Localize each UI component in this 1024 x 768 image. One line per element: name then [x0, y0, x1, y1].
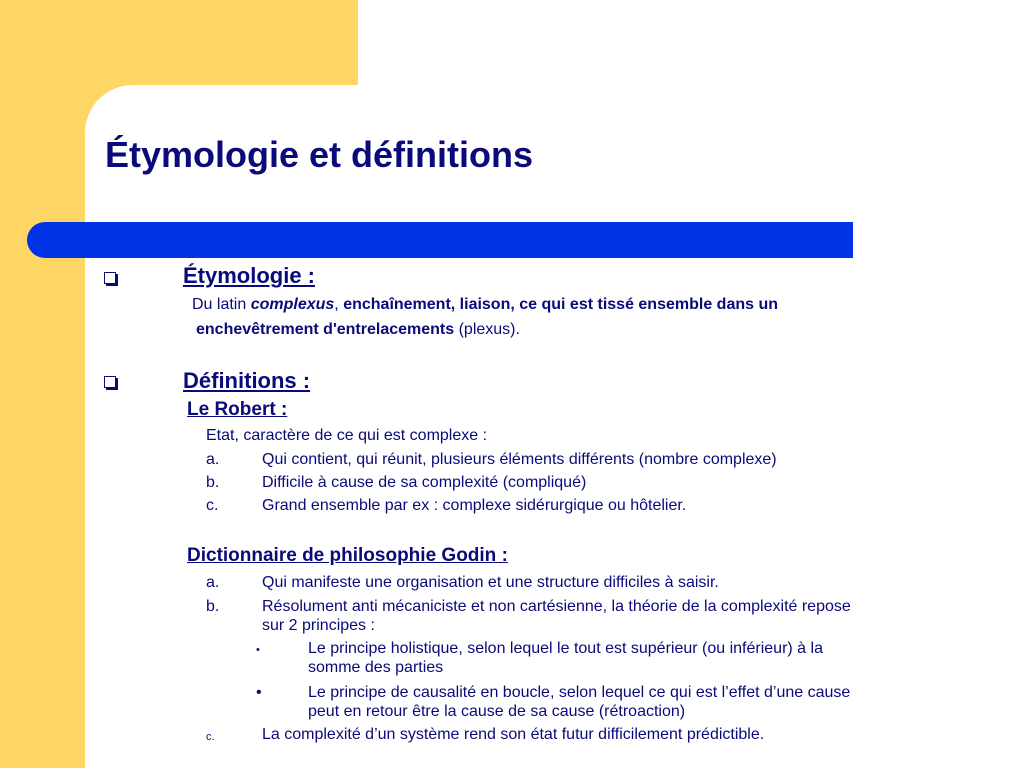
bullet-dot-icon: •	[256, 684, 262, 701]
robert-heading: Le Robert :	[187, 399, 288, 420]
principle-text-continued: peut en retour être la cause de sa cause (rétroaction)	[308, 703, 686, 720]
bullet-dot-icon: •	[256, 644, 260, 656]
etymology-tail: (plexus).	[454, 321, 520, 338]
robert-item-marker: c.	[206, 497, 219, 514]
blue-divider-bar	[27, 222, 853, 258]
godin-item-text: La complexité d’un système rend son état futur difficilement prédictible.	[262, 726, 765, 743]
etymology-latin-word: complexus	[250, 296, 335, 313]
slide-title: Étymologie et définitions	[105, 134, 534, 175]
definitions-heading: Définitions :	[183, 368, 311, 393]
etymology-line-1	[192, 296, 778, 314]
etymology-comma: ,	[334, 296, 339, 313]
etymology-prefix: Du latin	[192, 296, 251, 313]
etymology-bold-line-1: enchaînement, liaison, ce qui est tissé ensemble dans un	[338, 296, 778, 313]
robert-item-marker: b.	[206, 474, 220, 491]
godin-item-text: Qui manifeste une organisation et une structure difficiles à saisir.	[262, 574, 719, 591]
checkbox-bullet-icon	[104, 272, 116, 284]
robert-intro: Etat, caractère de ce qui est complexe :	[206, 427, 488, 444]
godin-item-text: Résolument anti mécaniciste et non cartésienne, la théorie de la complexité repose	[262, 598, 851, 615]
etymology-heading: Étymologie :	[183, 263, 316, 288]
godin-heading: Dictionnaire de philosophie Godin :	[187, 545, 508, 566]
principle-text-continued: somme des parties	[308, 659, 444, 676]
etymology-line-2	[196, 321, 520, 339]
robert-item-text: Grand ensemble par ex : complexe sidérurgique ou hôtelier.	[262, 497, 687, 514]
principle-text: Le principe de causalité en boucle, selon lequel ce qui est l’effet d’une cause	[308, 684, 851, 701]
principle-text: Le principe holistique, selon lequel le tout est supérieur (ou inférieur) à la	[308, 640, 823, 657]
checkbox-bullet-icon	[104, 376, 116, 388]
godin-item-text-continued: sur 2 principes :	[262, 617, 375, 634]
godin-item-marker: a.	[206, 574, 220, 591]
godin-item-marker: b.	[206, 598, 220, 615]
robert-item-marker: a.	[206, 451, 220, 468]
etymology-bold-line-2: enchevêtrement d'entrelacements	[196, 321, 455, 338]
robert-item-text: Qui contient, qui réunit, plusieurs éléments différents (nombre complexe)	[262, 451, 777, 468]
robert-item-text: Difficile à cause de sa complexité (compliqué)	[262, 474, 587, 491]
godin-item-marker: c.	[206, 731, 215, 743]
